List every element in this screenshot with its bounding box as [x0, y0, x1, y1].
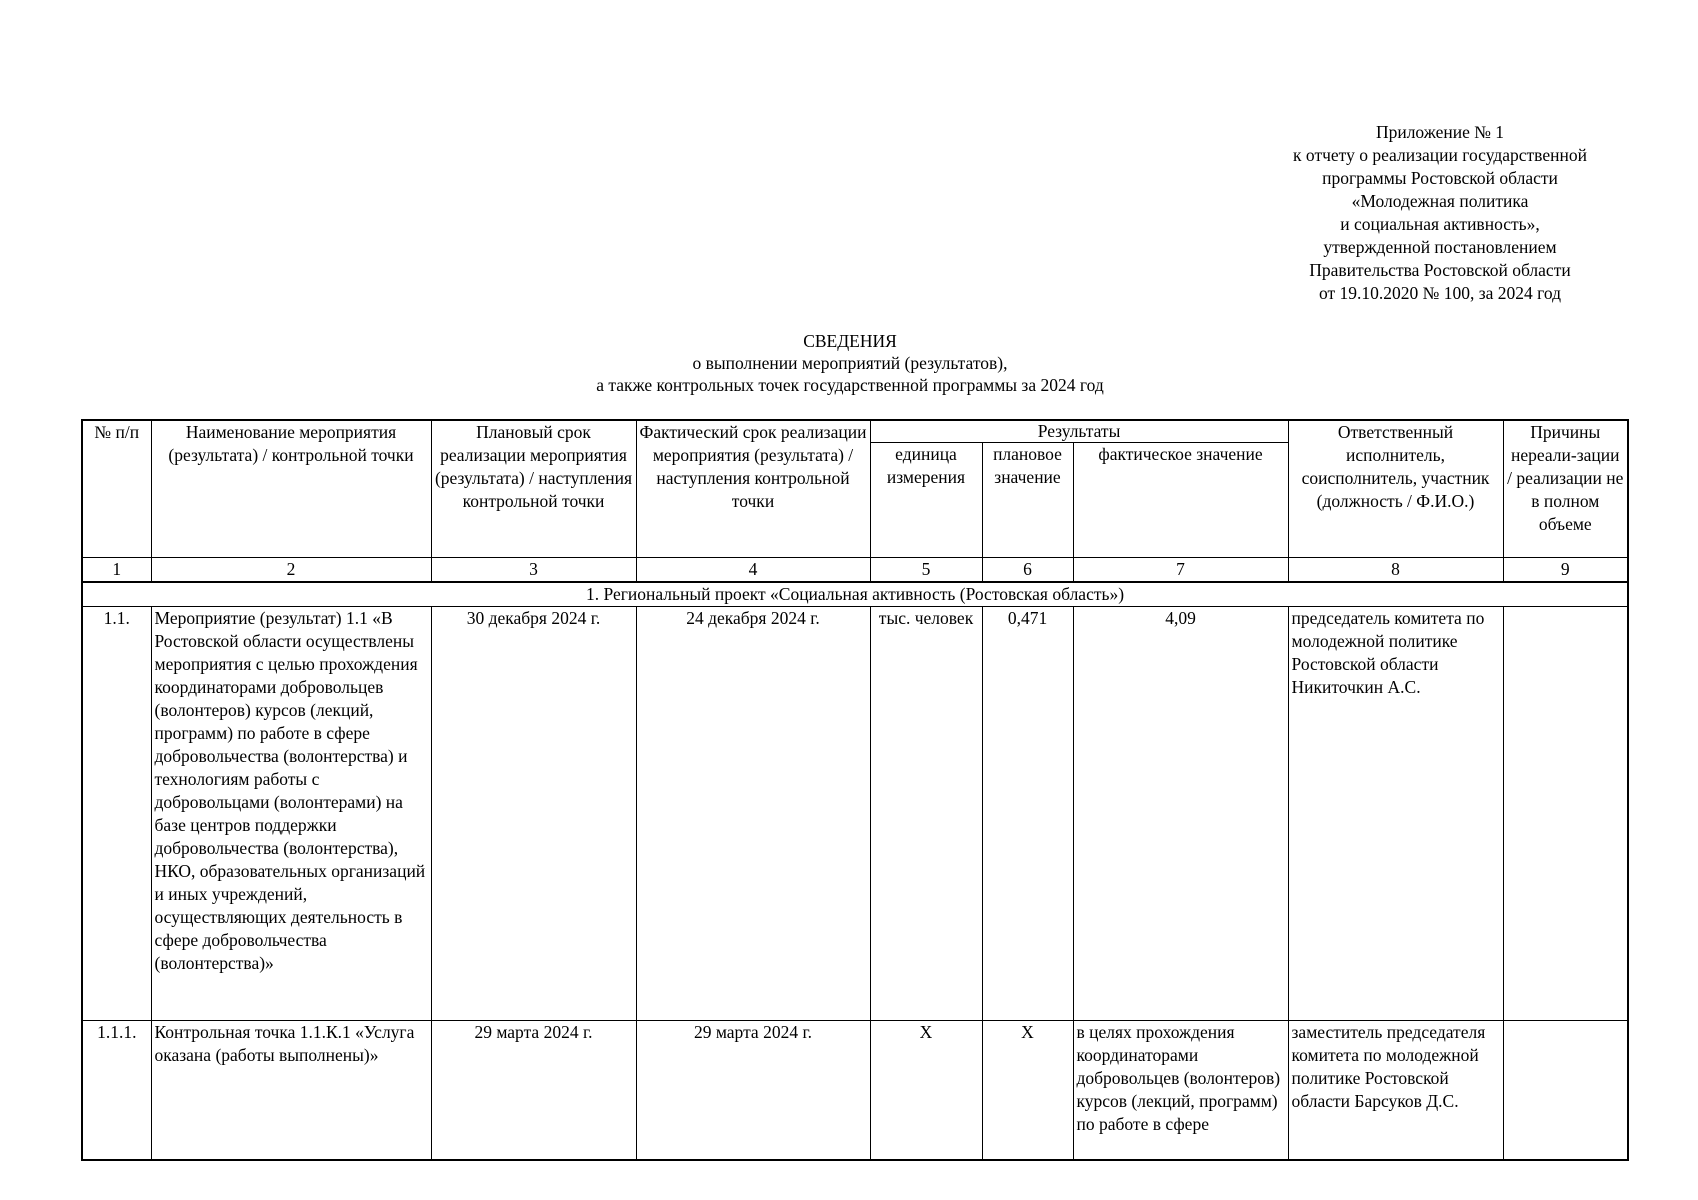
document-subtitle-line: о выполнении мероприятий (результатов),	[692, 353, 1008, 373]
header-unit: единица измерения	[870, 443, 982, 558]
row-fact-value: в целях прохождения координаторами добровольцев (волонтеров) курсов (лекций, программ) по работе в сфере	[1073, 1021, 1288, 1161]
appendix-line: Правительства Ростовской области	[1309, 260, 1571, 280]
row-responsible: председатель комитета по молодежной политике Ростовской области Никиточкин А.С.	[1288, 607, 1503, 1021]
column-number: 1	[82, 558, 151, 583]
row-unit: Х	[870, 1021, 982, 1161]
row-plan-date: 30 декабря 2024 г.	[431, 607, 636, 1021]
column-number: 5	[870, 558, 982, 583]
header-plan-date: Плановый срок реализации мероприятия (результата) / наступления контрольной точки	[431, 420, 636, 558]
row-number: 1.1.1.	[82, 1021, 151, 1161]
appendix-line: утвержденной постановлением	[1323, 237, 1557, 257]
row-fact-date: 29 марта 2024 г.	[636, 1021, 870, 1161]
header-plan-value: плановое значение	[982, 443, 1073, 558]
header-fact-value: фактическое значение	[1073, 443, 1288, 558]
row-unit: тыс. человек	[870, 607, 982, 1021]
row-name: Мероприятие (результат) 1.1 «В Ростовской области осуществлены мероприятия с целью прохождения координаторами добровольцев (волонтеров) курсов (лекций, программ) по работе в сфере добровольчества (волонтерства) и технологиям работы с добровольцами (волонтерами) на базе центров поддержки добровольчества (волонтерства), НКО, образовательных организаций и иных учреждений, осуществляющих деятельность в сфере добровольчества (волонтерства)»	[151, 607, 431, 1021]
column-number: 6	[982, 558, 1073, 583]
column-number: 7	[1073, 558, 1288, 583]
section-title: 1. Региональный проект «Социальная активность (Ростовская область»)	[82, 582, 1628, 607]
header-number: № п/п	[82, 420, 151, 558]
section-row	[82, 582, 1628, 607]
column-number: 3	[431, 558, 636, 583]
appendix-line: и социальная активность»,	[1340, 214, 1540, 234]
header-results-group: Результаты	[870, 420, 1288, 443]
row-responsible: заместитель председателя комитета по молодежной политике Ростовской области Барсуков Д.С.	[1288, 1021, 1503, 1161]
table-row	[82, 607, 1628, 1021]
document-heading	[450, 330, 1250, 396]
row-fact-date: 24 декабря 2024 г.	[636, 607, 870, 1021]
column-number-row	[82, 558, 1628, 583]
header-reasons: Причины нереали-зации / реализации не в полном объеме	[1503, 420, 1628, 558]
header-name: Наименование мероприятия (результата) / контрольной точки	[151, 420, 431, 558]
document-subtitle-line: а также контрольных точек государственной программы за 2024 год	[596, 375, 1104, 395]
column-number: 8	[1288, 558, 1503, 583]
column-number: 9	[1503, 558, 1628, 583]
report-table	[81, 419, 1629, 1161]
header-fact-date: Фактический срок реализации мероприятия (результата) / наступления контрольной точки	[636, 420, 870, 558]
row-reasons	[1503, 1021, 1628, 1161]
row-reasons	[1503, 607, 1628, 1021]
row-plan-value: 0,471	[982, 607, 1073, 1021]
row-fact-value: 4,09	[1073, 607, 1288, 1021]
appendix-block	[1270, 121, 1610, 305]
appendix-line: «Молодежная политика	[1351, 191, 1529, 211]
row-plan-value: Х	[982, 1021, 1073, 1161]
document-title: СВЕДЕНИЯ	[803, 331, 897, 351]
appendix-line: программы Ростовской области	[1322, 168, 1558, 188]
table-header-row	[82, 420, 1628, 443]
table-row	[82, 1021, 1628, 1161]
appendix-line: к отчету о реализации государственной	[1293, 145, 1587, 165]
appendix-line: от 19.10.2020 № 100, за 2024 год	[1318, 283, 1562, 303]
row-number: 1.1.	[82, 607, 151, 1021]
appendix-line: Приложение № 1	[1375, 122, 1505, 142]
header-responsible: Ответственный исполнитель, соисполнитель, участник (должность / Ф.И.О.)	[1288, 420, 1503, 558]
row-plan-date: 29 марта 2024 г.	[431, 1021, 636, 1161]
row-name: Контрольная точка 1.1.К.1 «Услуга оказана (работы выполнены)»	[151, 1021, 431, 1161]
column-number: 2	[151, 558, 431, 583]
column-number: 4	[636, 558, 870, 583]
